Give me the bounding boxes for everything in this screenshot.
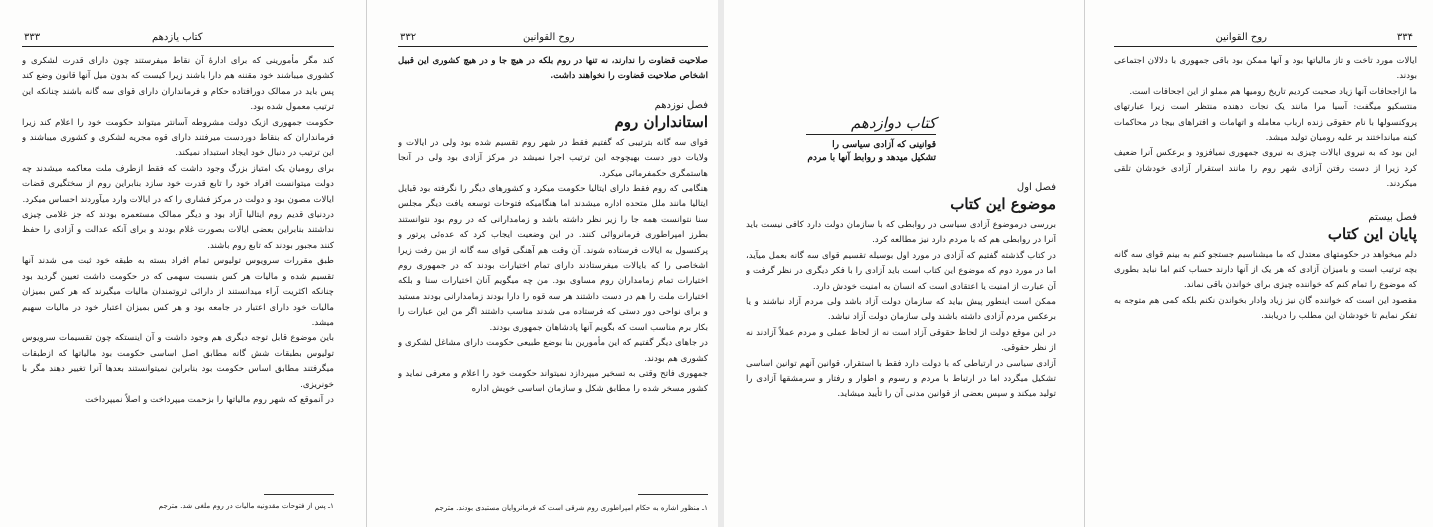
section-label: فصل اول [1016, 182, 1056, 193]
paragraph: برای رومیان یک امتیاز بزرگ وجود داشت که فقط ازطرف ملت معاکمه میشدند چه دولت میتوانست افراد خود را تابع قدرت خود سازد بنابراین روم از سختگیری قضات ایالات مصون بود و دولت در مرکز فشاری را که در ایالات وارد میآوردند احساس میکرد. [22, 163, 334, 205]
chapter-rule [806, 134, 936, 135]
page-chapter-opening [746, 14, 1056, 519]
paragraph: طبق مقررات سرویوس تولیوس تمام افراد بسته به طبقه خود ثبت می شدند آنها تقسیم شده و مالیات هر کس بنسبت سهمی که در حکومت داشت تعیین گردید بود چنانکه اکثریت آراء میدانستند از دارائی ثروتمندان مالیات میگیرند که هر کس بمیزان مالیات خود دارای اعتبار در جامعه بود و هر کس بمیزان اعتبار خود در مالیات سهیم میشد. [22, 256, 334, 328]
page-number: ۳۳۴ [1396, 32, 1413, 43]
page-fold [1084, 0, 1085, 527]
page-header [398, 30, 708, 47]
footnote: ۱ـ منظور اشاره به حکام امپراطوری روم شرقی است که فرمانروایان مستبدی بودند. مترجم [434, 503, 708, 512]
page-number: ۳۳۲ [400, 32, 417, 43]
running-head: کتاب یازدهم [152, 32, 203, 43]
paragraph: آزادی سیاسی در ارتباطی که با دولت دارد فقط با استقرار، قوانین آنهم توانین اساسی تشکیل میگردد اما در ارتباط با مردم و رسوم و اطوار و رفتار و سرمشقها آزادی را تولید میکند و سپس بعضی از قوانین مدنی آن را تأیید میشاید. [746, 358, 1056, 400]
footnote: ۱ـ پس از فتوحات مقدونیه مالیات در روم ملغی شد. مترجم [158, 501, 334, 510]
section-title: موضوع این کتاب [950, 195, 1056, 213]
paragraph: مقصود این است که خواننده گان نیز زیاد وادار بخواندن نکنم بلکه کمی هم متوجه به تفکر نمایم تا خودشان این مطلب را دریابند. [1114, 295, 1417, 322]
page-body [746, 114, 1056, 491]
section-label: فصل بیستم [1368, 211, 1417, 223]
paragraph: در آنموقع که شهر روم مالیاتها را بزحمت میپرداخت و اصلاً نمیپرداخت [85, 394, 334, 405]
page-body [22, 54, 334, 491]
page-333 [22, 14, 334, 519]
page-body [398, 54, 708, 491]
page-332 [398, 14, 708, 519]
paragraph: در جاهای دیگر گفتیم که این مأمورین بنا بوضع طبیعی حکومت دارای مشاغل لشکری و کشوری هم بودند. [398, 338, 708, 364]
chapter-label: کتاب دوازدهم [850, 114, 936, 132]
page-334 [1114, 14, 1417, 519]
page-fold [366, 0, 367, 527]
section-title: استانداران روم [614, 112, 708, 131]
page-header [1114, 30, 1417, 47]
chapter-subtitle: تشکیل میدهد و روابط آنها با مردم [807, 153, 936, 163]
chapter-subtitle: قوانینی که آزادی سیاسی را [832, 140, 936, 150]
paragraph: قوای سه گانه بترتیبی که گفتیم فقط در شهر روم تقسیم شده بود ولی در ایالات و ولایات دور دست بهیچوجه این ترتیب اجرا نمیشد در مرکز آزادی بود ولی در آنجا هاستمگری حکمفرمائی میکرد. [398, 137, 708, 179]
section-label: فصل نوزدهم [654, 99, 708, 111]
paragraph: کند مگر مأمورینی که برای ادارهٔ آن نقاط میفرستند چون دارای قدرت لشکری و کشوری میباشند خود مقننه هم دارا باشند زیرا کیست که بدون میل آنها قانون وضع کند پس باید در ممالک دورافتاده حکام و فرمانداران دارای قوای سه گانه باشند چنانکه این ترتیب معمول شده بود. [22, 56, 334, 113]
paragraph: دلم میخواهد در حکومتهای معتدل که ما میشناسیم جستجو کنم به بینم قوای سه گانه بچه ترتیب است و بامیزان آزادی که هر یک از آنها دارند حساب کنم اما نباید بطوری که موضوع را تمام کنم که خواننده چیزی برای خواندن باقی نماند. [1114, 249, 1417, 291]
footnote-rule [264, 494, 334, 495]
paragraph: ما ازاجحافات آنها زیاد صحبت کردیم تاریخ رومیها هم مملو از این اجحافات است. [1129, 86, 1417, 97]
paragraph: در این موقع دولت از لحاظ حقوقی آزاد است نه از لحاظ عملی و مردم عملاً آزادند نه از نظر حقوقی. [746, 327, 1056, 354]
right-book-spread [724, 0, 1433, 527]
paragraph: بررسی درموضوع آزادی سیاسی در روابطی که با سازمان دولت دارد کافی نیست باید آنرا در روابطی هم که با مردم دارد نیز مطالعه کرد. [746, 220, 1056, 246]
paragraph: دردنیای قدیم روم ایتالیا آزاد بود و دیگر ممالک مستعمره بودند که جز غلامی چیزی نداشتند بنابراین بعضی ایالات بصورت غلام بودند و برای آنکه عدالت و آزادی را حفظ کنند مجبور بودند که تابع روم باشند. [22, 210, 334, 251]
page-number: ۳۳۳ [24, 32, 41, 43]
paragraph: این بود که به نیروی ایالات چیزی به نیروی جمهوری نمیافزود و برعکس آنرا ضعیف کرد زیرا از دست رفتن آزادی شهر روم را مانند استقرار آزادی خودشان تلقی میکردند. [1114, 148, 1417, 190]
paragraph: ایالات مورد تاخت و تاز مالیاتها بود و آنها ممکن بود باقی جمهوری با دلالان اجتماعی بودند. [1114, 56, 1417, 82]
paragraph: هنگامی که روم فقط دارای ایتالیا حکومت میکرد و کشورهای دیگر را نگرفته بود قبایل ایتالیا مانند ملل متحده اداره میشدند اما هنگامیکه فتوحات توسعه یافت دیگر مجلس سنا نتوانست همه جا را زیر نظر داشته باشد و زمامدارانی که در روم بود نتوانستند بطرز امپراطوری فرمانروائی کنند. در این وضعیت ایجاب کرد که عده‌ئی پرتور و پرکنسول به ایالات فرستاده شوند. آن وقت هم آهنگی قوای سه گانه از بین رفت زیرا اشخاصی را که بایالات میفرستادند دارای تمام اختیارات بودند که در جمهوری روم اختیارات تمام زمامداران روم مساوی بود. من چه میگویم آنان اختیارات سنا و بلکه اختیارات ملت را هم در دست داشتند هر سه قوه را دارا بودند زمامدارانی بودند مستبد و برای نواحی دور دستی که فرستاده می شدند مناسب داشتند اگر من این عبارات را بکار برم مناسب است که بگویم آنها پادشاهان جمهوری بودند. [398, 184, 708, 333]
paragraph: صلاحیت قضاوت را ندارند، نه تنها در روم بلکه در هیچ جا و در هیچ کشوری این قبیل اشخاص صلاحیت قضاوت را نخواهند داشت. [398, 56, 708, 82]
paragraph: در کتاب گذشته گفتیم که آزادی در مورد اول بوسیله تقسیم قوای سه گانه بعمل میآید، اما در مورد دوم که موضوع این کتاب است باید آزادی را با فکر دیگری در نظر گرفت و آن عبارت از امنیت یا اعتقادی است که انسان به امنیت خودش دارد. [746, 250, 1056, 292]
paragraph: جمهوری فاتح وقتی به تسخیر میپردازد نمیتواند حکومت خود را اعلام و معرفی نماید و کشور مسخر شده را مطابق شکل و سازمان اساسی خویش اداره [398, 368, 708, 395]
page-header [22, 30, 334, 47]
paragraph: ممکن است اینطور پیش بیاید که سازمان دولت آزاد باشد ولی مردم آزاد نباشند و یا برعکس مردم آزادی داشته باشند ولی سازمان دولت آزاد نباشد. [746, 297, 1056, 323]
paragraph: منتسکیو میگفت: آسیا مرا مانند یک نجات دهنده منتظر است زیرا عبارتهای پروکنسولها با نام حقوقی زنده ارباب معامله و اتهامات و افتراهای بیجا در محاکمات کینه میانداختند بر علیه رومیان تولید میشد. [1114, 102, 1417, 144]
running-head: روح القوانین [523, 32, 575, 43]
paragraph: باین موضوع قابل توجه دیگری هم وجود داشت و آن اینستکه چون تقسیمات سرویوس تولیوس بطبقات شش گانه مطابق اصل اساسی حکومت بود مالیاتها که ازطبقات میگرفتند مطابق اساس حکومت بود بنابراین نمیتوانستند بعدها آنرا تغییر دهند مگر با خونریزی. [22, 333, 334, 390]
running-head: روح القوانین [1215, 32, 1267, 43]
footnote-rule [638, 494, 708, 495]
page-body [1114, 54, 1417, 491]
chapter-heading [806, 114, 936, 165]
paragraph: حکومت جمهوری ازیک دولت مشروطه آسانتر میتواند حکومت خود را اعلام کند زیرا فرمانداران که بنقاط دوردست میرفتند دارای قوه مجریه لشکری و کشوری میباشند و این ترتیب در دنبال خود ایجاد استبداد نمیکند. [22, 117, 334, 159]
section-title: پایان این کتاب [1327, 224, 1417, 243]
